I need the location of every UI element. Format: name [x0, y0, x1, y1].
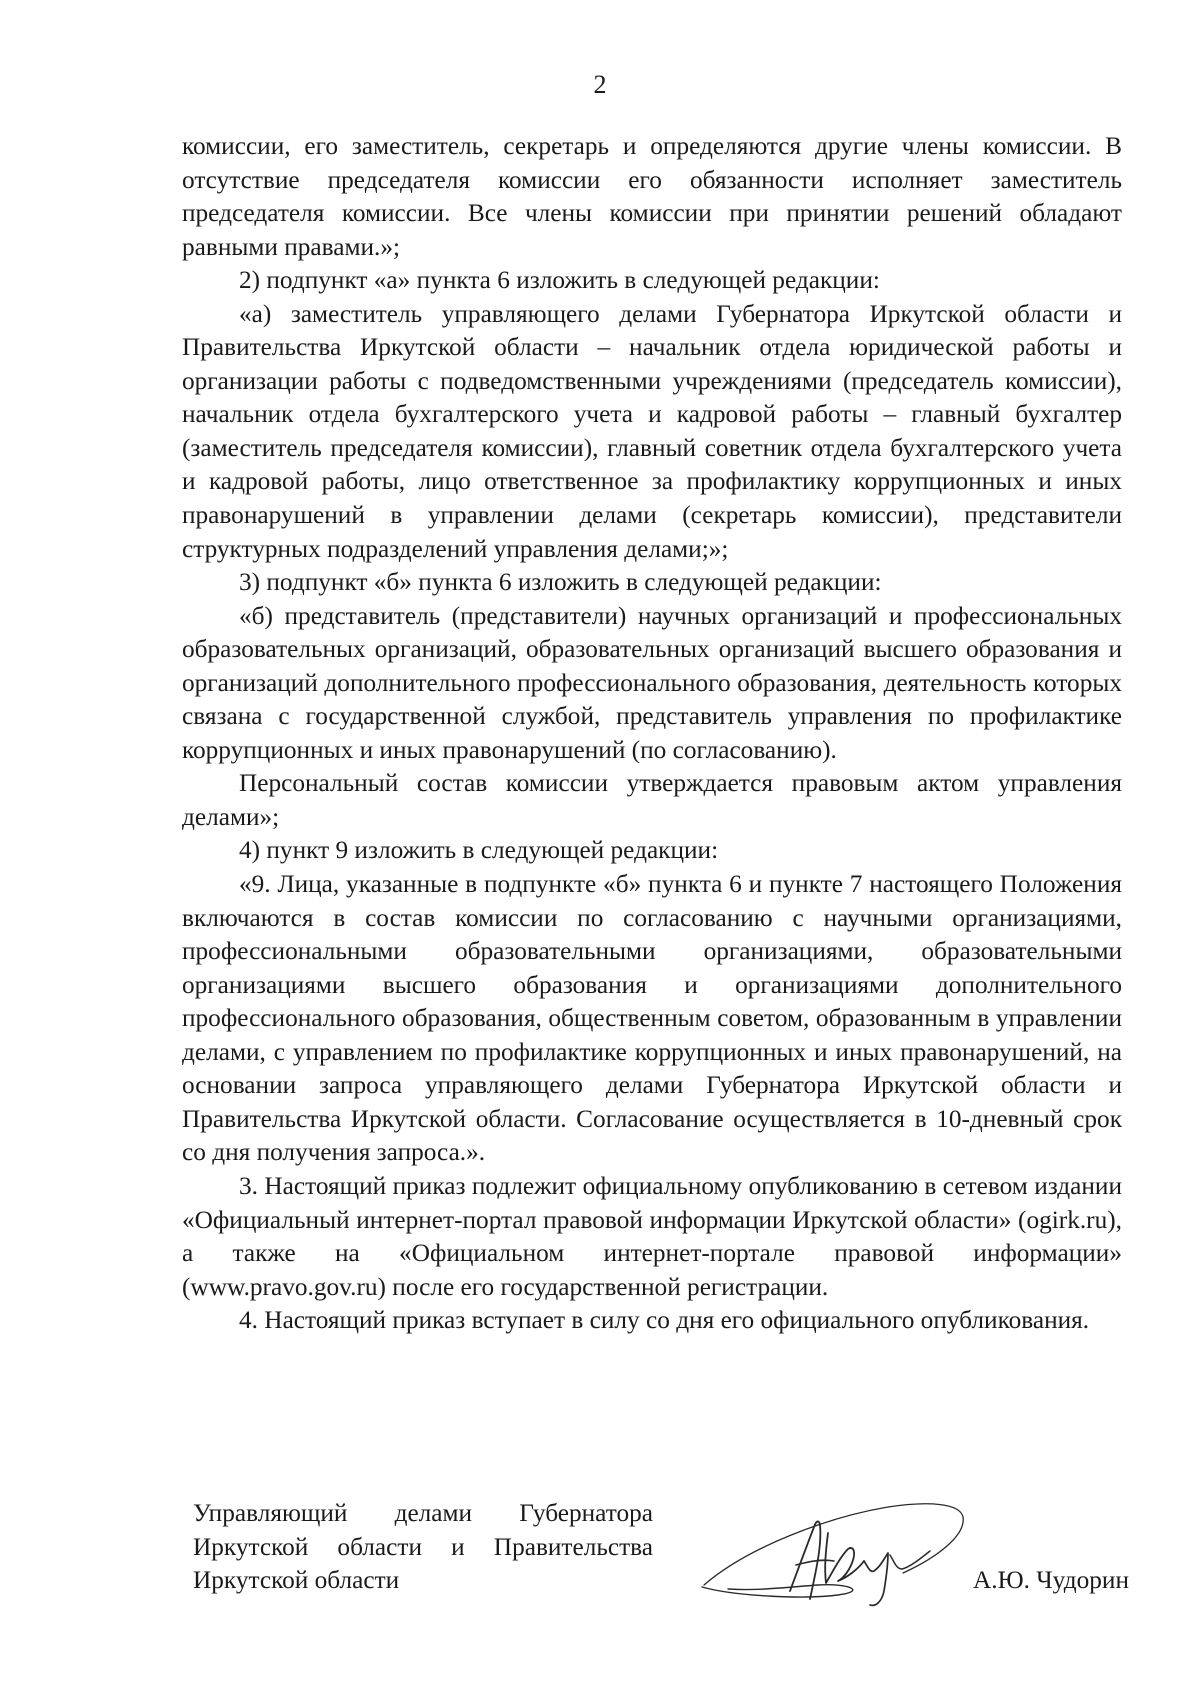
document-body: [182, 130, 1122, 1338]
signature-block: [193, 1497, 1153, 1607]
signatory-position-line: Управляющий делами Губернатора: [193, 1499, 653, 1527]
signatory-position-line: Иркутской области и Правительства: [193, 1532, 653, 1561]
page-number: 2: [593, 70, 607, 99]
signatory-position: [193, 1497, 653, 1598]
paragraph: 3) подпункт «б» пункта 6 изложить в следующей редакции:: [239, 568, 882, 597]
paragraph: комиссии, его заместитель, секретарь и определяются другие члены комиссии. В отсутствие председателя комиссии его обязанности исполняет заместитель председателя комиссии. Все члены комиссии при принятии решений обладают равными правами.»;: [182, 132, 1122, 261]
paragraph: 3. Настоящий приказ подлежит официальному опубликованию в сетевом издании «Официальный интернет-портал правовой информации Иркутской области» (ogirk.ru), а также на «Официальном интернет-портале правовой информации» (www.pravo.gov.ru) после его государственной регистрации.: [182, 1171, 1122, 1301]
paragraph: «б) представитель (представители) научных организаций и профессиональных образовательных организаций, образовательных организаций высшего образования и организаций дополнительного профессионального образования, деятельность которых связана с государственной службой, представитель управления по профилактике коррупционных и иных правонарушений (по согласованию).: [182, 601, 1122, 764]
paragraph: Персональный состав комиссии утверждается правовым актом управления делами»;: [182, 769, 1122, 831]
signatory-name: А.Ю. Чудорин: [973, 1566, 1129, 1594]
paragraph: «9. Лица, указанные в подпункте «б» пункта 6 и пункте 7 настоящего Положения включаются в состав комиссии по согласованию с научными организациями, профессиональными образовательными организациями, образовательными организациями высшего образования и организациями дополнительного профессионального образования, общественным советом, образованным в управлении делами, с управлением по профилактике коррупционных и иных правонарушений, на основании запроса управляющего делами Губернатора Иркутской области и Правительства Иркутской области. Согласование осуществляется в 10-дневный срок со дня получения запроса.».: [182, 870, 1122, 1167]
paragraph: 2) подпункт «а» пункта 6 изложить в следующей редакции:: [239, 266, 880, 295]
signatory-position-line: Иркутской области: [193, 1566, 400, 1594]
paragraph: 4) пункт 9 изложить в следующей редакции:: [239, 836, 719, 865]
handwritten-signature: [698, 1487, 968, 1612]
paragraph: 4. Настоящий приказ вступает в силу со дня его официального опубликования.: [239, 1306, 1090, 1335]
paragraph: «а) заместитель управляющего делами Губернатора Иркутской области и Правительства Иркутской области – начальник отдела юридической работы и организации работы с подведомственными учреждениями (председатель комиссии), начальник отдела бухгалтерского учета и кадровой работы – главный бухгалтер (заместитель председателя комиссии), главный советник отдела бухгалтерского учета и кадровой работы, лицо ответственное за профилактику коррупционных и иных правонарушений в управлении делами (секретарь комиссии), представители структурных подразделений управления делами;»;: [182, 299, 1122, 563]
